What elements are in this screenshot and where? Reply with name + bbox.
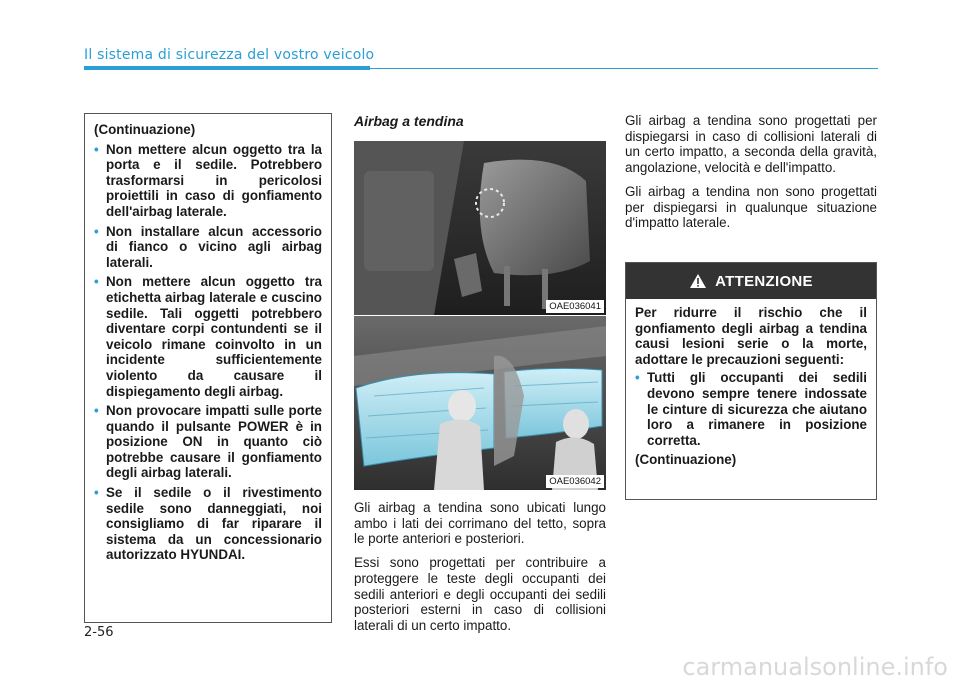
caution-title: ATTENZIONE: [715, 272, 813, 290]
header-title: Il sistema di sicurezza del vostro veicolo: [84, 47, 375, 63]
image-code: OAE036041: [546, 300, 604, 313]
page-number: 2-56: [84, 625, 114, 640]
warning-box-continued: [84, 113, 332, 623]
image-code: OAE036042: [546, 475, 604, 488]
warning-bullet: • Non installare alcun accessorio di fianco o vicino agli airbag laterali.: [94, 224, 322, 271]
middle-column: [354, 113, 606, 642]
curtain-airbag-illustration: [354, 316, 606, 490]
paragraph: Gli airbag a tendina non sono progettati per dispiegarsi in qualunque situazione d'impatto laterale.: [625, 183, 877, 231]
headrest-illustration: [354, 141, 606, 315]
paragraph: Essi sono progettati per contribuire a proteggere le teste degli occupanti dei sedili anteriori e degli occupanti dei sedili posteriori esterni in caso di collisioni laterali di un certo impatto.: [354, 555, 606, 633]
caution-intro: Per ridurre il rischio che il gonfiamento degli airbag a tendina causi lesioni serie o la morte, adottare le precauzioni seguenti:: [635, 305, 867, 367]
header-rule-thin: [370, 68, 878, 69]
warning-bullet: • Se il sedile o il rivestimento sedile sono danneggiati, noi consigliamo di far riparare il sistema da un concessionario autorizzato HYUNDAI.: [94, 485, 322, 563]
header-rule: [84, 66, 370, 70]
warning-triangle-icon: [689, 273, 707, 289]
warning-bullet: • Non mettere alcun oggetto tra etichetta airbag laterale e cuscino sedile. Tali oggetti potrebbero diventare corpi contundenti se il veicolo rimane coinvolto in un incidente sufficientemente violento da causare il dispiegamento degli airbag.: [94, 274, 322, 399]
right-column: [625, 113, 877, 239]
caution-box: [625, 262, 877, 500]
watermark: carmanualsonline.info: [682, 653, 948, 681]
continuation-label: (Continuazione): [635, 452, 737, 468]
warning-bullet: • Non provocare impatti sulle porte quando il pulsante POWER è in posizione ON in quanto ciò potrebbe causare il gonfiamento degli airbag laterali.: [94, 403, 322, 481]
caution-header: [626, 263, 876, 299]
paragraph: Gli airbag a tendina sono ubicati lungo ambo i lati dei corrimano del tetto, sopra le porte anteriori e posteriori.: [354, 500, 606, 547]
caution-body: [626, 299, 876, 477]
curtain-airbag-photo: [354, 316, 606, 490]
continuation-label: (Continuazione): [94, 122, 196, 137]
section-title: Airbag a tendina: [354, 113, 464, 129]
paragraph: Gli airbag a tendina sono progettati per dispiegarsi in caso di collisioni laterali di un certo impatto, a seconda della gravità, angolazione, velocità e dell'impatto.: [625, 113, 877, 176]
caution-bullet: • Tutti gli occupanti dei sedili devono sempre tenere indossate le cinture di sicurezza che aiutano loro a rimanere in posizione corretta.: [635, 370, 867, 448]
warning-bullet: • Non mettere alcun oggetto tra la porta e il sedile. Potrebbero trasformarsi in pericolosi proiettili in caso di gonfiamento dell'airbag laterale.: [94, 142, 322, 220]
headrest-airbag-photo: [354, 141, 606, 315]
